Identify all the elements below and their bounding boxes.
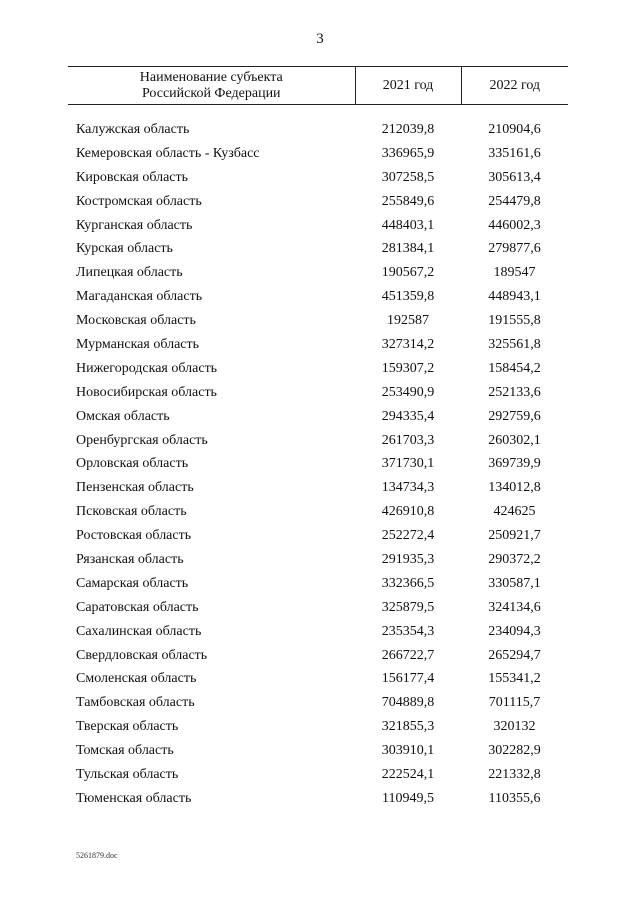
region-name-cell: Томская область (76, 743, 174, 759)
table-row (68, 285, 568, 309)
value-2021-cell: 325879,5 (381, 599, 435, 615)
table-row (68, 261, 568, 285)
region-name-cell: Омская область (76, 408, 170, 424)
regions-table (68, 66, 568, 811)
column-header-subject-line1: Наименование субъекта (139, 69, 283, 85)
value-2022-cell: 302282,9 (488, 743, 541, 759)
page-number: 3 (316, 31, 324, 47)
value-2021-cell: 252272,4 (381, 528, 435, 544)
value-2022-cell: 252133,6 (488, 384, 541, 400)
region-name-cell: Костромская область (76, 193, 202, 209)
region-name-cell: Тверская область (76, 719, 179, 735)
value-2022-cell: 424625 (493, 504, 536, 520)
table-row (68, 787, 568, 811)
table-row (68, 524, 568, 548)
table-row (68, 763, 568, 787)
value-2021-cell: 253490,9 (381, 384, 435, 400)
table-row (68, 237, 568, 261)
value-2021-cell: 159307,2 (381, 360, 435, 376)
table-row (68, 596, 568, 620)
region-name-cell: Саратовская область (76, 599, 199, 615)
value-2021-cell: 307258,5 (381, 169, 435, 185)
value-2021-cell: 266722,7 (381, 647, 435, 663)
value-2022-cell: 320132 (493, 719, 536, 735)
region-name-cell: Курганская область (76, 217, 193, 233)
region-name-cell: Курская область (76, 241, 173, 257)
value-2022-cell: 369739,9 (488, 456, 541, 472)
table-header-row (68, 67, 568, 105)
value-2022-cell: 155341,2 (488, 671, 541, 687)
value-2021-cell: 303910,1 (381, 743, 435, 759)
document-code: 5261879.doc (76, 851, 118, 860)
value-2022-cell: 260302,1 (488, 432, 541, 448)
region-name-cell: Пензенская область (76, 480, 194, 496)
value-2021-cell: 222524,1 (381, 766, 435, 782)
value-2022-cell: 191555,8 (488, 313, 541, 329)
value-2022-cell: 189547 (493, 265, 536, 281)
region-name-cell: Орловская область (76, 456, 189, 472)
value-2021-cell: 294335,4 (381, 408, 435, 424)
table-row (68, 500, 568, 524)
value-2022-cell: 210904,6 (488, 121, 541, 137)
table-row (68, 620, 568, 644)
value-2022-cell: 234094,3 (488, 623, 541, 639)
table-row (68, 381, 568, 405)
region-name-cell: Тюменская область (76, 790, 192, 806)
region-name-cell: Мурманская область (76, 336, 200, 352)
value-2022-cell: 701115,7 (488, 695, 541, 711)
value-2022-cell: 110355,6 (488, 790, 541, 806)
region-name-cell: Магаданская область (76, 289, 203, 305)
value-2021-cell: 192587 (387, 313, 429, 329)
value-2021-cell: 448403,1 (381, 217, 435, 233)
value-2022-cell: 448943,1 (488, 289, 541, 305)
value-2021-cell: 327314,2 (381, 336, 435, 352)
region-name-cell: Сахалинская область (76, 623, 202, 639)
region-name-cell: Рязанская область (76, 551, 184, 567)
value-2022-cell: 335161,6 (488, 145, 541, 161)
value-2021-cell: 261703,3 (381, 432, 435, 448)
value-2022-cell: 279877,6 (488, 241, 541, 257)
value-2021-cell: 255849,6 (381, 193, 435, 209)
value-2022-cell: 158454,2 (488, 360, 541, 376)
table-row (68, 644, 568, 668)
value-2022-cell: 305613,4 (488, 169, 541, 185)
region-name-cell: Псковская область (76, 504, 187, 520)
table-row (68, 166, 568, 190)
region-name-cell: Тульская область (76, 766, 179, 782)
value-2021-cell: 704889,8 (381, 695, 435, 711)
table-row (68, 142, 568, 166)
value-2021-cell: 134734,3 (381, 480, 435, 496)
table-row (68, 572, 568, 596)
value-2021-cell: 451359,8 (381, 289, 435, 305)
table-row (68, 667, 568, 691)
value-2022-cell: 330587,1 (488, 575, 541, 591)
value-2022-cell: 134012,8 (488, 480, 541, 496)
column-header-2022: 2022 год (461, 67, 568, 105)
table-row (68, 548, 568, 572)
table-row (68, 739, 568, 763)
value-2021-cell: 235354,3 (381, 623, 435, 639)
region-name-cell: Липецкая область (76, 265, 183, 281)
value-2021-cell: 371730,1 (381, 456, 435, 472)
value-2022-cell: 324134,6 (488, 599, 541, 615)
value-2022-cell: 265294,7 (488, 647, 541, 663)
region-name-cell: Смоленская область (76, 671, 197, 687)
value-2021-cell: 332366,5 (381, 575, 435, 591)
region-name-cell: Калужская область (76, 121, 190, 137)
table-row (68, 476, 568, 500)
value-2021-cell: 156177,4 (381, 671, 435, 687)
value-2021-cell: 426910,8 (381, 504, 435, 520)
value-2022-cell: 292759,6 (488, 408, 541, 424)
value-2022-cell: 446002,3 (488, 217, 541, 233)
column-header-subject-line2: Российской Федерации (141, 85, 281, 101)
region-name-cell: Нижегородская область (76, 360, 218, 376)
region-name-cell: Оренбургская область (76, 432, 208, 448)
table-row (68, 309, 568, 333)
table-row (68, 357, 568, 381)
table-header (68, 67, 568, 105)
value-2021-cell: 110949,5 (382, 790, 434, 806)
table-row (68, 190, 568, 214)
table-body (68, 105, 568, 811)
value-2022-cell: 290372,2 (488, 551, 541, 567)
table-row (68, 691, 568, 715)
region-name-cell: Новосибирская область (76, 384, 217, 400)
value-2022-cell: 250921,7 (488, 528, 541, 544)
table-row (68, 214, 568, 238)
value-2021-cell: 321855,3 (381, 719, 435, 735)
value-2022-cell: 325561,8 (488, 336, 541, 352)
table-row (68, 715, 568, 739)
region-name-cell: Тамбовская область (76, 695, 195, 711)
value-2022-cell: 254479,8 (488, 193, 541, 209)
table-row (68, 118, 568, 142)
table-row (68, 452, 568, 476)
table-row (68, 405, 568, 429)
table-row (68, 333, 568, 357)
value-2021-cell: 190567,2 (381, 265, 435, 281)
region-name-cell: Ростовская область (76, 528, 192, 544)
region-name-cell: Свердловская область (76, 647, 208, 663)
table-row (68, 429, 568, 453)
region-name-cell: Кировская область (76, 169, 189, 185)
column-header-2021: 2021 год (355, 67, 461, 105)
value-2021-cell: 336965,9 (381, 145, 435, 161)
value-2022-cell: 221332,8 (488, 766, 541, 782)
regions-table-container (68, 66, 568, 811)
value-2021-cell: 212039,8 (381, 121, 435, 137)
region-name-cell: Самарская область (76, 575, 189, 591)
region-name-cell: Московская область (76, 313, 196, 329)
value-2021-cell: 291935,3 (381, 551, 435, 567)
value-2021-cell: 281384,1 (381, 241, 435, 257)
region-name-cell: Кемеровская область - Кузбасс (76, 145, 260, 161)
table-spacer-row (68, 105, 568, 119)
column-header-subject (68, 67, 355, 105)
